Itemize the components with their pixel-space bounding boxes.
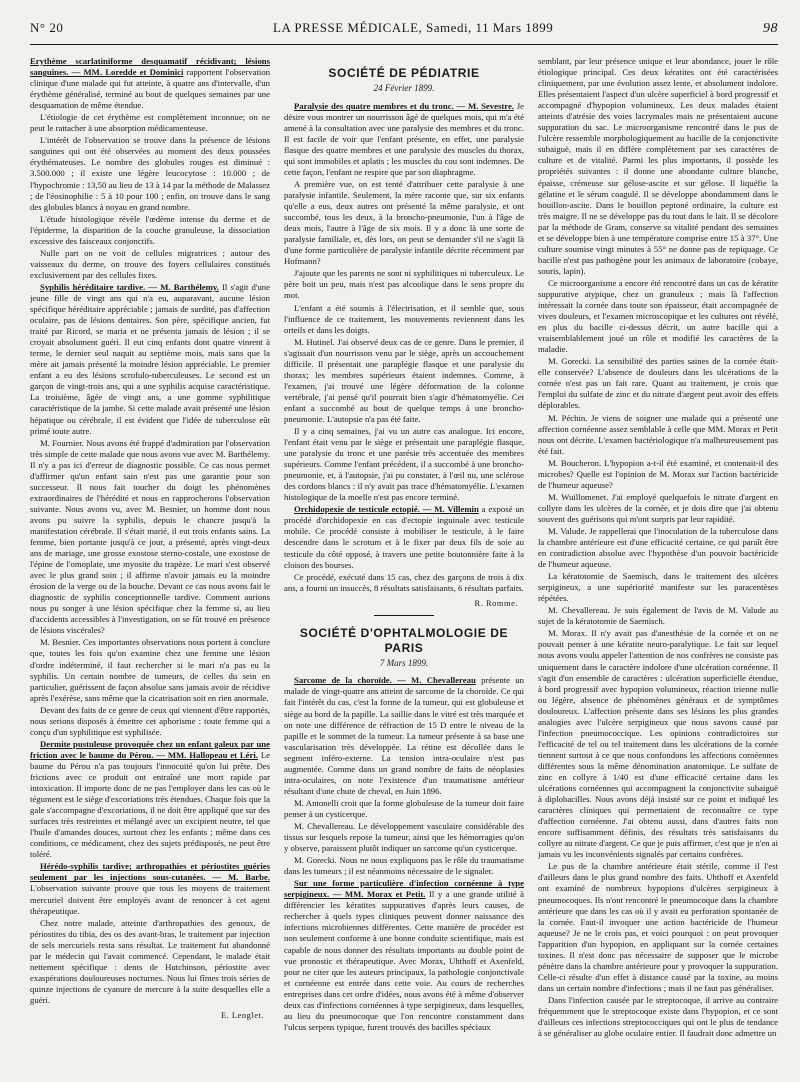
paragraph: M. Chevallereau. Je suis également de l'avis de M. Valude au sujet de la kératotomie de Saemisch.	[538, 605, 778, 627]
paragraph: Devant des faits de ce genre de ceux qui viennent d'être rapportés, nous serions disposés à émettre cet aphorisme : toute femme qui a conçu d'un syphilitique est syphilisée.	[30, 704, 270, 737]
article-title: Hérédo-syphilis tardive; arthropathies et périostites guéries seulement par les injections sous-cutanées. — M. Barbe.	[30, 861, 270, 883]
article-title: Orchidopexie de testicule ectopié. — M. Villemin	[294, 504, 479, 515]
paragraph: L'intérêt de l'observation se trouve dans la présence de lésions sanguines qui ont été observées au moment des deux poussées érythémateuses. Le nombre des globules rouges est diminué : 3.500.000 ; il existe une légère leucocytose : 10.000 ; de l'hypochromie : 13,50 au lieu de 13 à 14 par la méthode de Malassez ; de l'éosinophilie : 5 à 10 pour 100 ; enfin, on trouve dans le sang des globules blancs à noyau en grand nombre.	[30, 135, 270, 212]
paragraph: M. Morax. Il n'y avait pas d'anesthésie de la cornée et on ne pouvait penser à une kératite neuro-paralytique. Le fait sur lequel nous avons voulu appeler l'attention de nos confrères ne consiste pas uniquement dans le caractère indolore d'une ulcération cornéenne. Il s'agit d'un ensemble de caractères : ulcération superficielle étendue, à bord progressif avec hypopion volumineux, réaction irienne nulle ou légère, absence de phénomènes généraux et de symptômes douloureux. L'affection présente dans ses lésions les plus grandes analogies avec l'ulcère serpigineux que nous savons causé par l'infection pneumococcique. Les opinions contradictoires sur l'efficacité de tel ou tel traitement dans les ulcérations de la cornée tiennent surtout à ce que nous confondons les affections cornéennes différentes sous la même dénomination anatomique. Le sulfate de zinc en collyre à 1/40 est d'une efficacité certaine dans les ulcérations cornéennes qui accompagnent la conjonctivite subaiguë à diplobacilles. Nous avons déjà insisté sur ce point et indiqué les caractères cliniques qui permettaient de reconnaître ce type d'affection cornéenne. J'ai obtenu aussi, dans d'autres faits non encore suffisamment définis, des résultats très satisfaisants du collyre au nitrate d'argent. Ce que je puis affirmer, c'est que je n'en ai jamais vu les inconvénients signalés par certains confrères.	[538, 628, 778, 860]
paragraph: M. Valude. Je rappellerai que l'inoculation de la tuberculose dans la chambre antérieure est d'une efficacité certaine, ce qui paraît être en contradiction absolue avec l'hypothèse d'un pouvoir bactéricide de l'humeur aqueuse.	[538, 525, 778, 570]
paragraph: présente un malade de vingt-quatre ans atteint de sarcome de la choroïde. Ce qui fait l'intérêt du cas, c'est la forme de la tumeur, qui est globuleuse et siège au bord de la papille. La saillie dans le vitré est très marquée et on note une différence de réfraction de 15 D entre le niveau de la papille et le sommet de la tumeur. La tumeur présente à sa base une vascularisation très développée. La rétine est décollée dans le segment inféro-externe. La tension intra-oculaire n'est pas augmentée. Comme dans un grand nombre de faits de néoplasies intra-oculaires, on note l'existence d'un traumatisme antérieur résultant d'une chute de cheval, en Juin 1896.	[284, 675, 524, 796]
paragraph: Ce microorganisme a encore été rencontré dans un cas de kératite suppurative atypique, chez un granuleux ; mais là l'affection intéressait la cornée dans toute son épaisseur, était accompagnée de vives douleurs, et l'examen microscopique et les cultures ont révélé, en plus du bacille ci-dessus décrit, un autre bacille qui a vraisemblablement joué un rôle et modifié les caractères de la maladie.	[538, 277, 778, 355]
paragraph: Il y a une grande utilité à différencier les kératites suppuratives d'après leurs causes, de rechercher à quels types cliniques peuvent donner naissance des infections microbiennes différentes. Cette manière de procéder est non seulement conforme à une bonne conduite scientifique, mais est capable de nous donner des résultats importants au double point de vue pronostic et thérapeutique. Avec Morax, Uhthoff et Axenfeld, pour ne citer que les auteurs principaux, la pathologie conjonctivale et cornéenne est entrée dans cette voie. Au cours de recherches entreprises dans cet ordre d'idées, nous avons été à même d'observer deux cas d'infections cornéennes à type serpigineux, dans lesquelles, au lieu du pneumocoque que l'on rencontre constamment dans l'ulcus serpens typique, furent trouvés des bacilles spéciaux	[284, 889, 524, 1032]
paragraph: A première vue, on est tenté d'attribuer cette paralysie à une paralysie infantile. Seulement, la mère raconte que, sur six enfants qu'elle a eus, deux autres ont présenté la même paralysie, et ont succombé, tous les deux, à la broncho-pneumonie, l'un à l'âge de deux mois, l'autre à l'âge de six mois. Il y a donc là une sorte de paralysie familiale, et, dès lors, on peut se demander s'il ne s'agit là d'une forme particulière de paralysie infantile décrite récemment par Hofmann?	[284, 178, 524, 267]
article-heredo	[30, 861, 270, 916]
paragraph: L'observation suivante prouve que tous les moyens de traitement mercuriel doivent être employés avant de renoncer à cet agent thérapeutique.	[30, 883, 270, 916]
paragraph: L'enfant a été soumis à l'électrisation, et il semble que, sous l'influence de ce traitement, les mouvements reviennent dans les orteils et dans les doigts.	[284, 302, 524, 335]
article-title: Paralysie des quatre membres et du tronc. — M. Sevestre.	[294, 100, 514, 111]
paragraph: L'étude histologique révèle l'œdème intense du derme et de l'épiderme, la disparition de la couche granuleuse, la dissociation excessive des faisceaux conjonctifs.	[30, 213, 270, 246]
paragraph: M. Besnier. Ces importantes observations nous portent à conclure que, toutes les fois qu'on examine chez une femme une lésion d'ordre indéterminé, il faut rechercher si le mari n'a pas eu la syphilis. Un certain nombre de tumeurs, de celles du sein en particulier, guérissent de façon absolue sans jamais avoir de récidive après l'exérèse, sans même que la cicatrisation soit en rien anormale.	[30, 637, 270, 703]
running-title: LA PRESSE MÉDICALE, Samedi, 11 Mars 1899	[273, 20, 554, 35]
article-paralysie	[284, 101, 524, 178]
paragraph: rapportent l'observation clinique d'une malade qui fut atteinte, à quatre ans d'intervalle, d'un érythème généralisé, terminé au bout de quelques semaines par une desquamation de même étendue.	[30, 67, 270, 111]
paragraph: M. Hutinel. J'ai observé deux cas de ce genre. Dans le premier, il s'agissait d'un nourrisson venu par le siège, après un accouchement difficile. Il présentait une paraplégie flasque et une paralysie du thorax; les membres supérieurs étaient indemnes. Comme, à l'examen, j'ai trouvé une légère déformation de la colonne vertébrale, j'ai pensé qu'il pourrait bien s'agir d'hématomyélie. Cet enfant a succombé au bout de quelque temps à une broncho-pneumonie. L'autopsie n'a pas été faite.	[284, 336, 524, 424]
paragraph: Ce procédé, exécuté dans 15 cas, chez des garçons de trois à dix ans, a fourni un insuccès, 8 résultats satisfaisants, 6 résultats parfaits.	[284, 571, 524, 593]
issue-number: N° 20	[30, 20, 64, 35]
header-rule	[30, 44, 778, 45]
paragraph: M. Antonelli croit que la forme globuleuse de la tumeur doit faire penser à un cysticerque.	[284, 797, 524, 819]
article-title: Sarcome de la choroïde. — M. Chevallereau	[294, 675, 476, 686]
article-orchidopexie	[284, 504, 524, 570]
paragraph: M. Wuillomenet. J'ai employé quelquefois le nitrate d'argent en collyre dans les ulcères de la cornée, et je dois dire que j'ai obtenu souvent des guérisons qui m'ont surpris par leur rapidité.	[538, 491, 778, 524]
paragraph: Le pus de la chambre antérieure était stérile, comme il l'est d'ailleurs dans le plus grand nombre des faits. Uhthoff et Axenfeld ont examiné de nombreux hypopions d'ulcères serpigineux à pneumocoques. Ils n'ont rencontré le pneumocoque dans la chambre antérieure que dans les cas où il y avait eu perforation spontanée de la cornée. Faut-il invoquer une action bactéricide de l'humeur aqueuse? Je ne le crois pas, et voici pourquoi : on peut provoquer l'apparition d'un hypopion, en appliquant sur la cornée certaines toxines. Il n'est donc pas nécessaire de supposer que le microbe pénètre dans la chambre antérieure pour y provoquer la suppuration. Celle-ci résulte d'un effet à distance causé par la toxine, au moins dans un certain nombre d'infections ; mais il ne faut pas généraliser.	[538, 861, 778, 993]
article-syphilis	[30, 282, 270, 437]
paragraph: J'ajoute que les parents ne sont ni syphilitiques ni tuberculeux. Le père boit un peu, mais n'est pas alcoolique dans le sens propre du mot.	[284, 268, 524, 301]
separator	[374, 615, 434, 616]
author-signature: E. Lenglet.	[220, 1009, 264, 1020]
article-title: Dermite pustuleuse provoquée chez un enfant galeux par une friction avec le baume du Pérou. — MM. Hallopeau et Léri.	[30, 738, 270, 760]
section-date: 24 Février 1899.	[373, 83, 435, 94]
paragraph: M. Fournier. Nous avons été frappé d'admiration par l'observation très simple de cette malade que nous avons vue avec M. Barthélemy. Il n'y a pas ici d'erreur de diagnostic possible. Ce cas nous permet d'affirmer qu'un enfant sain n'est pas une garantie pour son successeur. Il nous fait toucher du doigt les phénomènes extraordinaires de l'hérédité et nous en rapprocherons l'observation suivante. Nous avons vu, avec M. Besnier, un homme dont nous avons pu suivre la syphilis, depuis le chancre jusqu'à la manifestation cérébrale. Il s'était marié, il eut trois enfants sains. La femme, bien portante jusqu'à ce jour, a présenté, après vingt-deux ans de mariage, une grosse exostose sterno-costale, une exostose de l'épine de l'omoplate, une myosite du trapèze. Le mari s'est observé avec le plus grand soin ; il affirme n'avoir jamais eu la moindre érosion de la verge ou de la bouche. Devant ce cas nous avons fait le diagnostic de syphilis conceptionnelle tardive. Comment aurions nous pu songer à une lésion spécifique chez la femme si, au lieu d'accidents accessibles à l'investigation, on se fût trouvé en présence de lésions viscérales?	[30, 437, 270, 636]
section-heading: SOCIÉTÉ DE PÉDIATRIE	[328, 66, 480, 80]
author-signature: R. Romme.	[474, 597, 518, 608]
paragraph: M. Gorecki. La sensibilité des parties saines de la cornée était-elle conservée? L'absence de douleurs dans les ulcérations de la cornée n'est pas un fait rare. Quant au traitement, je crois que l'emploi du sulfate de zinc et du nitrate d'argent peut avoir des effets déplorables.	[538, 356, 778, 411]
paragraph: Dans l'infection causée par le streptocoque, il arrive au contraire fréquemment que le streptocoque existe dans l'hypopion, et ce sont d'ailleurs ces infections streptococciques qui ont le plus de tendance à se généraliser au globe oculaire entier. Il faudrait donc admettre un	[538, 994, 778, 1039]
section-date: 7 Mars 1899.	[379, 657, 429, 668]
article-infection	[284, 878, 524, 1033]
paragraph: a exposé un procédé d'orchidopexie en cas d'ectopie inguinale avec testicule mobile. Ce procédé consiste à mobiliser le testicule, à le faire descendre dans le scrotum et à le fixer par deux fils de soie au testicule du côté opposé, à travers une petite boutonnière faite à la cloison des bourses.	[284, 504, 524, 570]
text-columns	[30, 56, 778, 1074]
paragraph: L'étiologie de cet érythème est complètement inconnue; on ne peut le rattacher à une absorption médicamenteuse.	[30, 112, 270, 134]
paragraph: Chez notre malade, atteinte d'arthropathies des genoux, de périostites du tibia, des os des avant-bras, le traitement par injection de sels mercuriels resta sans résultat. Le traitement fut abandonné par le médecin qui l'avait commencé. Cependant, le malade était nettement spécifique : dents de Hutchinson, périostite avec exaspérations douloureuses nocturnes. Nous lui fîmes trois séries de quinze injections de cyanure de mercure à la suite desquelles elle a guéri.	[30, 917, 270, 1005]
paragraph: M. Chevallereau. Le développement vasculaire considérable des tissus sur lesquels repose la tumeur, ainsi que les hémorragies qu'on y observe, paraissent plutôt indiquer un sarcome qu'un cysticerque.	[284, 821, 524, 854]
section-heading: SOCIÉTÉ D'OPHTALMOLOGIE DE PARIS	[299, 625, 509, 655]
article-dermite	[30, 739, 270, 861]
paragraph: Il s'agit d'une jeune fille de vingt ans qui n'a eu, auparavant, aucune lésion spécifique héréditaire appréciable ; jamais de surdité, pas d'affection oculaire, pas de lésions dentaires. Son père, spécifique ancien, fut traité par Ricord, se maria et ne présenta jamais de lésion ; il se croyait absolument guéri. Il eut cinq enfants dont quatre vinrent à terme, le dernier seul naquit au septième mois, mais sans que la mère ait jamais présenté la moindre lésion appréciable. Le premier enfant a eu des lésions scrofulo-tuberculeuses. Le second est un garçon de vingt-trois ans, qui a une syphilis acquise caractéristique. La troisième, âgée de vingt ans, a une gomme syphilitique caractéristique de la jambe. Si cette malade avait présenté une lésion hépatique ou cérébrale, il est évident que l'idée de tuberculose eût primé toute autre.	[30, 281, 270, 436]
paragraph: La kératotomie de Saemisch, dans le traitement des ulcères serpigineux, a une supériorité manifeste sur les paracentèses répétées.	[538, 571, 778, 604]
article-title: Erythème scarlatiniforme desquamatif récidivant; lésions sanguines. — MM. Loredde et Dominici	[30, 56, 270, 78]
paragraph: Le baume du Pérou n'a pas toujours l'innocuité qu'on lui prête. Des frictions avec ce produit ont entraîné une mort rapide par intoxication. Il importe donc de ne pas l'employer dans les cas où le tégument est le siège d'excoriations très étendues. Chaque fois que la gale s'accompagne d'excoriations, il ne doit être appliqué que sur des surfaces très restreintes et mélangé avec un excipient neutre, tel que l'huile d'amandes douces, surtout chez les enfants ; même dans ces conditions, ce médicament, chez des sujets prédisposés, ne peut être toléré.	[30, 749, 270, 860]
paragraph: Il y a cinq semaines, j'ai vu un autre cas analogue. Ici encore, l'enfant était venu par le siège et présentait une paraplégie flasque, une paralysie du tronc et une parésie très accentuée des membres supérieurs. Comme l'enfant précédent, il a succombé à une broncho-pneumonie, et, à l'autopsie, j'ai pu constater, à l'œil nu, une sclérose des cordons blancs : il n'y avait pas trace d'hématomyélie. L'examen histologique de la moelle n'est pas encore terminé.	[284, 426, 524, 503]
page-folio: 98	[763, 21, 778, 36]
article-title: Syphilis héréditaire tardive. — M. Barthélemy.	[40, 281, 219, 292]
article-sarcome	[284, 675, 524, 797]
column-1	[30, 56, 270, 1074]
paragraph: M. Gorecki. Nous ne nous expliquons pas le rôle du traumatisme dans les tumeurs ; il est néanmoins nécessaire de le signaler.	[284, 855, 524, 877]
column-2	[284, 56, 524, 1074]
page-header	[30, 20, 778, 40]
article-erytheme	[30, 56, 270, 111]
paragraph: semblant, par leur présence unique et leur abondance, jouer le rôle étiologique principal. Ces deux kératites ont été caractérisées cliniquement, par une évolution assez lente, et absolument indolore. Elles présentaient l'aspect d'un ulcère superficiel à bord progressif et accompagné d'hypopion volumineux. Les deux malades étaient atteints d'atrésie des voies lacrymales mais ne présentaient aucune suppuration du sac. Le microorganisme rencontré dans le pus de l'ulcère ressemble morphologiquement au bacille de la conjonctivite subaiguë, mais il en diffère complètement par ses caractères de culture et de vitalité. Parmi les plus importants, il possède les propriétés suivantes : il donne une abondante culture blanche, épaisse, crémeuse sur gélose-ascite et sur gélose. Il liquéfie la gélatine et le sérum coagulé. Il se développe abondamment dans le bouillon-ascite. Dans le bouillon peptoné ordinaire, la culture est très maigre. Il ne se développe pas du tout dans le lait. Il se décolore par la méthode de Gram, conserve sa vitalité pendant des semaines et se développe bien à une température comprise entre 15 à 37°. Une culture soumise vingt minutes à 55° ne donne pas de repiquage. Ce bacille n'est pas pathogène pour les animaux de laboratoire (cobaye, souris, lapin).	[538, 56, 778, 276]
article-title: Sur une forme particulière d'infection cornéenne à type serpigineux. — MM. Morax et Petit.	[284, 878, 524, 900]
column-3	[538, 56, 778, 1074]
paragraph: Nulle part on ne voit de cellules migratrices ; autour des vaisseaux du derme, on trouve des foyers cellulaires constitués exclusivement par des cellules fixes.	[30, 247, 270, 280]
paragraph: M. Boucheron. L'hypopion a-t-il été examiné, et contenait-il des microbes? Quelle est l'opinion de M. Morax sur l'action bactéricide de l'humeur aqueuse?	[538, 457, 778, 490]
paragraph: Je désire vous montrer un nourrisson âgé de quelques mois, qui m'a été amené à la consultation avec une paralysie des membres et du tronc. Il est facile de voir que l'enfant présente, en effet, une paralysie flasque des quatre membres et une paralysie des muscles du thorax, qui sont immobiles et aplatis ; les muscles du cou sont indemnes. De cette façon, l'enfant ne respire que par son diaphragme.	[284, 100, 524, 177]
paragraph: M. Péchin. Je viens de soigner une malade qui a présenté une affection cornéenne assez semblable à celle que MM. Morax et Petit nous ont décrite. L'examen bactériologique n'a malheureusement pas été fait.	[538, 412, 778, 456]
